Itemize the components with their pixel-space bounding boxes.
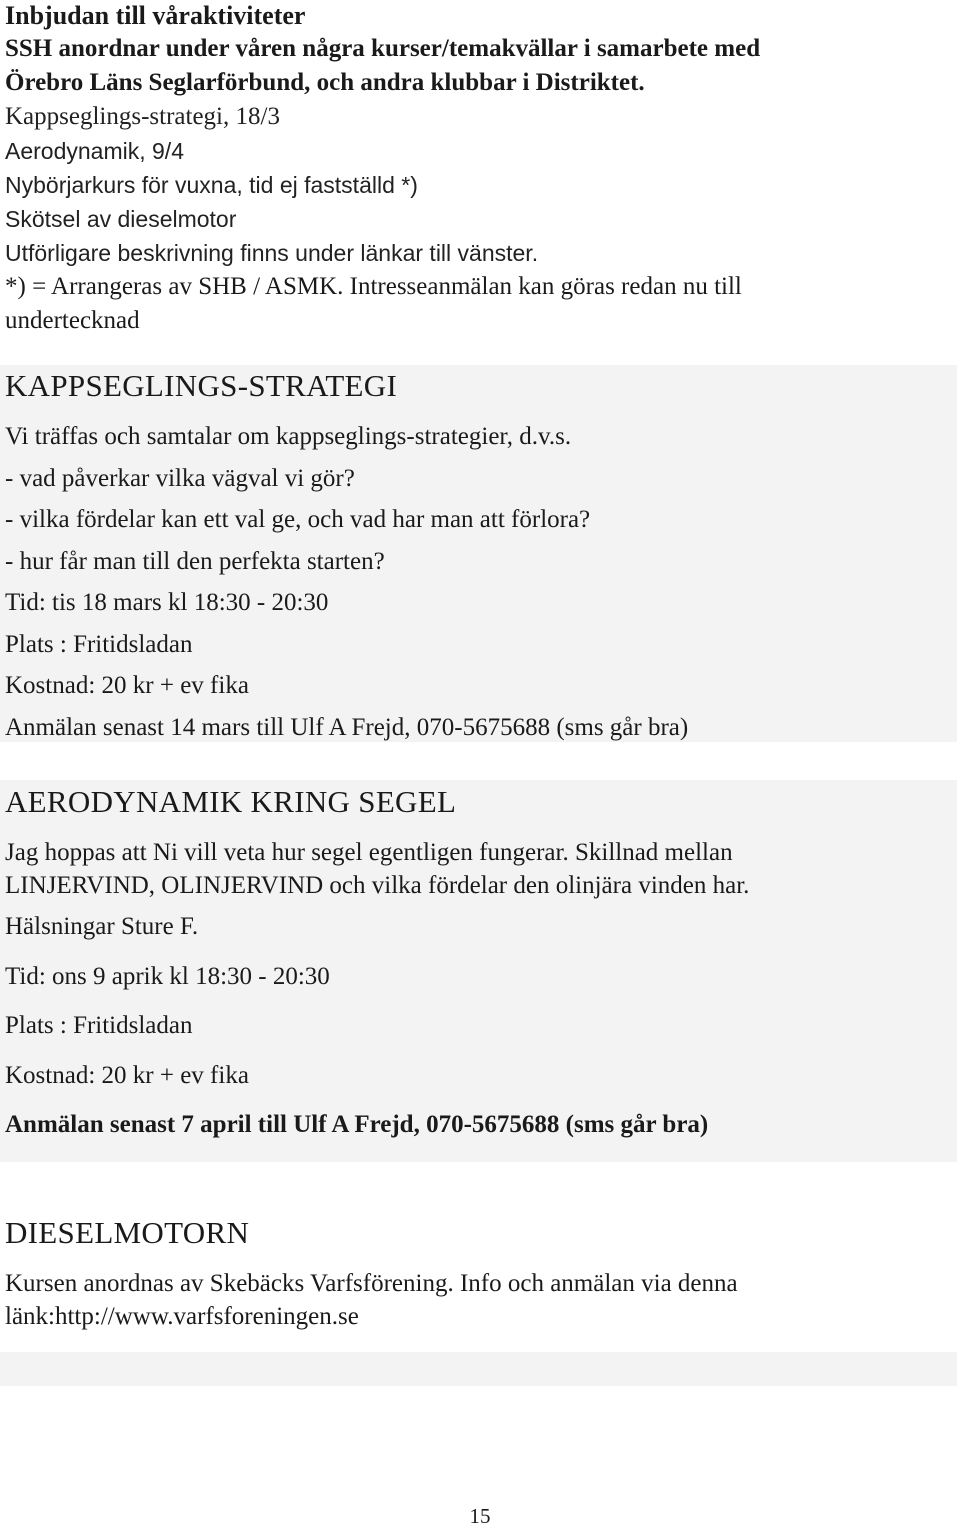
paragraph-line: - hur får man till den perfekta starten? — [5, 547, 385, 575]
greeting: Hälsningar Sture F. — [5, 913, 199, 940]
intro-lead-line: Örebro Läns Seglarförbund, och andra klubbar i Distriktet. — [5, 69, 645, 96]
page-number: 15 — [469, 1504, 491, 1528]
event-registration: Anmälan senast 7 april till Ulf A Frejd, 070-5675688 (sms går bra) — [5, 1111, 709, 1138]
event-time: Tid: ons 9 aprik kl 18:30 - 20:30 — [5, 962, 330, 990]
activity-list — [5, 100, 955, 270]
section-title: DIESELMOTORN — [5, 1215, 250, 1250]
section-title: AERODYNAMIK KRING SEGEL — [5, 784, 457, 819]
list-item: Skötsel av dieselmotor — [5, 206, 237, 232]
paragraph-line: LINJERVIND, OLINJERVIND och vilka fördelar den olinjära vinden har. — [5, 872, 750, 899]
intro-block — [5, 0, 955, 338]
intro-note-line: undertecknad — [5, 307, 140, 334]
list-item: Aerodynamik, 9/4 — [5, 138, 184, 164]
intro-note-line — [5, 270, 955, 304]
list-item: Nybörjarkurs för vuxna, tid ej fastställd *) — [5, 172, 418, 198]
paragraph-line: Kursen anordnas av Skebäcks Varfsförening. Info och anmälan via denna — [5, 1270, 738, 1297]
list-item: Utförligare beskrivning finns under länkar till vänster. — [5, 240, 539, 266]
event-registration: Anmälan senast 14 mars till Ulf A Frejd, 070-5675688 (sms går bra) — [5, 713, 689, 741]
intro-title: Inbjudan till våraktiviteter — [5, 1, 306, 30]
intro-note-text: *) = Arrangeras av SHB / ASMK. Intresseanmälan kan göras redan nu till — [5, 273, 742, 300]
intro-lead-line: SSH anordnar under våren några kurser/temakvällar i samarbete med — [5, 35, 761, 62]
event-cost: Kostnad: 20 kr + ev fika — [5, 672, 249, 699]
paragraph-line: Jag hoppas att Ni vill veta hur segel egentligen fungerar. Skillnad mellan — [5, 839, 733, 866]
paragraph-line: - vilka fördelar kan ett val ge, och vad har man att förlora? — [5, 506, 591, 533]
section-title: KAPPSEGLINGS-STRATEGI — [5, 368, 398, 403]
list-item: Kappseglings-strategi, 18/3 — [5, 103, 280, 130]
event-time: Tid: tis 18 mars kl 18:30 - 20:30 — [5, 589, 329, 616]
section-kappsegling-strategi — [0, 365, 957, 742]
event-place: Plats : Fritidsladan — [5, 1012, 193, 1039]
event-cost: Kostnad: 20 kr + ev fika — [5, 1061, 249, 1089]
section-dieselmotorn — [0, 1206, 957, 1351]
paragraph-line: Vi träffas och samtalar om kappseglings-strategier, d.v.s. — [5, 423, 572, 450]
section-aerodynamik — [0, 780, 957, 1162]
empty-shaded-block — [0, 1352, 957, 1386]
paragraph-line: - vad påverkar vilka vägval vi gör? — [5, 464, 355, 492]
link-line[interactable]: länk:http://www.varfsforeningen.se — [5, 1303, 359, 1330]
event-place: Plats : Fritidsladan — [5, 630, 193, 658]
